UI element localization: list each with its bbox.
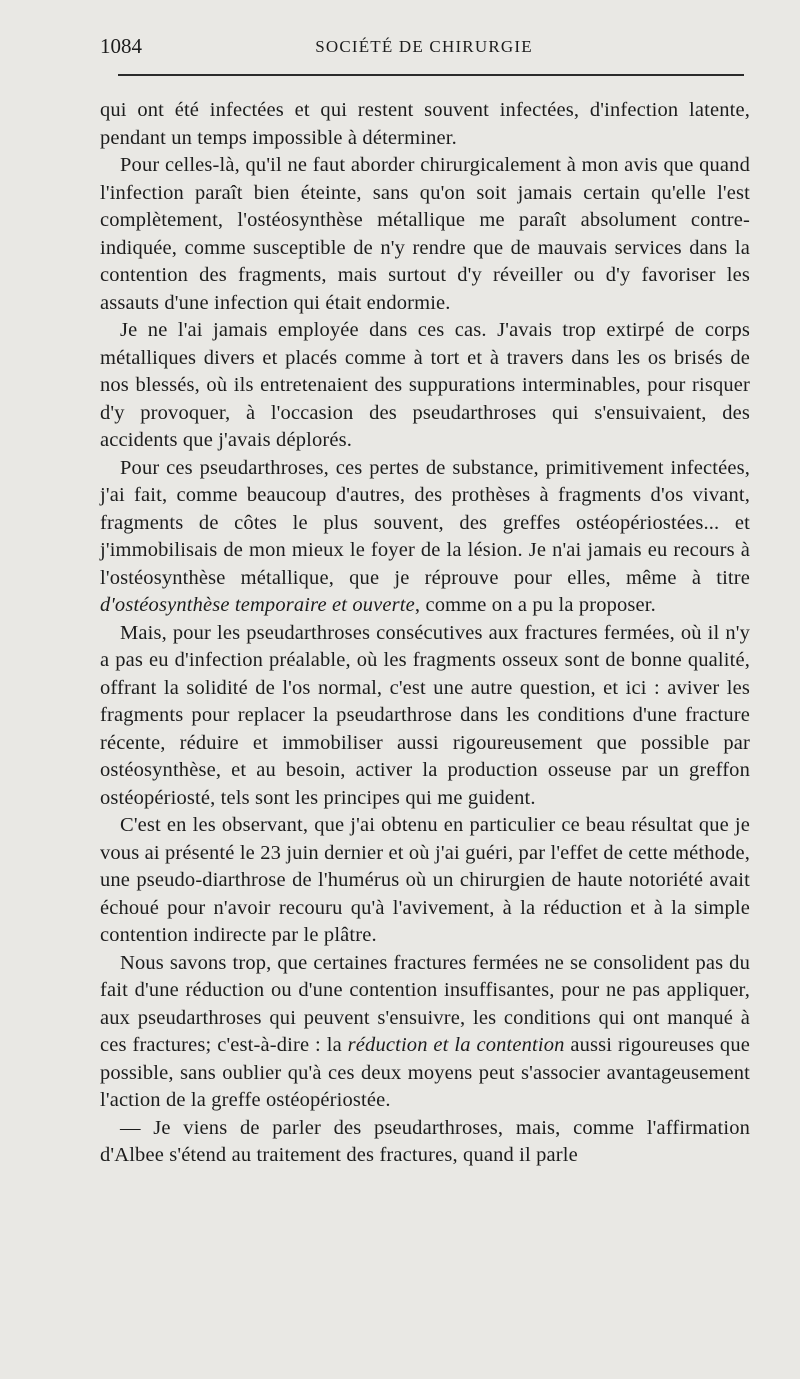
page-header: [100, 34, 748, 64]
paragraph: [100, 455, 750, 620]
header-rule: [118, 74, 744, 76]
paragraph: [100, 97, 750, 152]
paragraph-text: Pour ces pseudarthroses, ces pertes de substance, primitivement infectées, j'ai fait, comme beaucoup d'autres, des prothèses à fragments d'os vivant, fragments de côtes le plus souvent, des greffes ostéopériostées... et j'immobilisais de mon mieux le foyer de la lésion. Je n'ai jamais eu recours à l'ostéosynthèse métallique, que je réprouve pour elles, même à titre: [100, 456, 750, 589]
italic-phrase: réduction et la contention: [347, 1034, 565, 1056]
body-text: [100, 97, 750, 1170]
paragraph-text: Je ne l'ai jamais employée dans ces cas. J'avais trop extirpé de corps métalliques divers et placés comme à tort et à travers dans les os brisés de nos blessés, où ils entretenaient des suppurations interminables, pour risquer d'y provoquer, à l'occasion des pseudarthroses qui s'ensuivaient, des accidents que j'avais déplorés.: [100, 319, 750, 451]
paragraph: [100, 812, 750, 950]
paragraph: [100, 152, 750, 317]
italic-phrase: d'ostéosynthèse temporaire et ouverte: [100, 594, 415, 616]
page-number: 1084: [100, 34, 142, 58]
paragraph: [100, 950, 750, 1115]
paragraph: [100, 1115, 750, 1170]
paragraph-text: aussi rigoureuses que possible, sans oublier qu'à ces deux moyens peut s'associer avantageusement l'action de la greffe ostéopériostée.: [100, 1034, 750, 1111]
paragraph-text: , comme on a pu la proposer.: [414, 594, 656, 616]
paragraph-text: Nous savons trop, que certaines fractures fermées ne se consolident pas du fait d'une réduction ou d'une contention insuffisantes, pour ne pas appliquer, aux pseudarthroses qui peuvent s'ensuivre, les conditions qui ont manqué à ces fractures; c'est-à-dire : la: [100, 951, 750, 1056]
paragraph: [100, 317, 750, 455]
paragraph-text: C'est en les observant, que j'ai obtenu en particulier ce beau résultat que je vous ai présenté le 23 juin dernier et où j'ai guéri, par l'effet de cette méthode, une pseudo-diarthrose de l'humérus où un chirurgien de haute notoriété avait échoué pour n'avoir recouru qu'à l'avivement, à la réduction et à la simple contention indirecte par le plâtre.: [100, 814, 750, 946]
paragraph: [100, 620, 750, 813]
paragraph-text: Mais, pour les pseudarthroses consécutives aux fractures fermées, où il n'y a pas eu d'infection préalable, où les fragments osseux sont de bonne qualité, offrant la solidité de l'os normal, c'est une autre question, et ici : aviver les fragments pour replacer la pseudarthrose dans les conditions d'une fracture récente, réduire et immobiliser aussi rigoureusement que possible par ostéosynthèse, et au besoin, activer la production osseuse par un greffon ostéopériosté, tels sont les principes qui me guident.: [100, 621, 750, 809]
paragraph-text: — Je viens de parler des pseudarthroses, mais, comme l'affirmation d'Albee s'étend au traitement des fractures, quand il parle: [100, 1116, 750, 1166]
running-title: SOCIÉTÉ DE CHIRURGIE: [315, 37, 533, 56]
paragraph-text: qui ont été infectées et qui restent souvent infectées, d'infection latente, pendant un temps impossible à déterminer.: [100, 99, 750, 149]
paragraph-text: Pour celles-là, qu'il ne faut aborder chirurgicalement à mon avis que quand l'infection paraît bien éteinte, sans qu'on soit jamais certain qu'elle l'est complètement, l'ostéosynthèse métallique me paraît absolument contre-indiquée, comme susceptible de n'y rendre que de mauvais services dans la contention des fragments, mais surtout d'y réveiller ou d'y favoriser les assauts d'une infection qui était endormie.: [100, 154, 750, 314]
